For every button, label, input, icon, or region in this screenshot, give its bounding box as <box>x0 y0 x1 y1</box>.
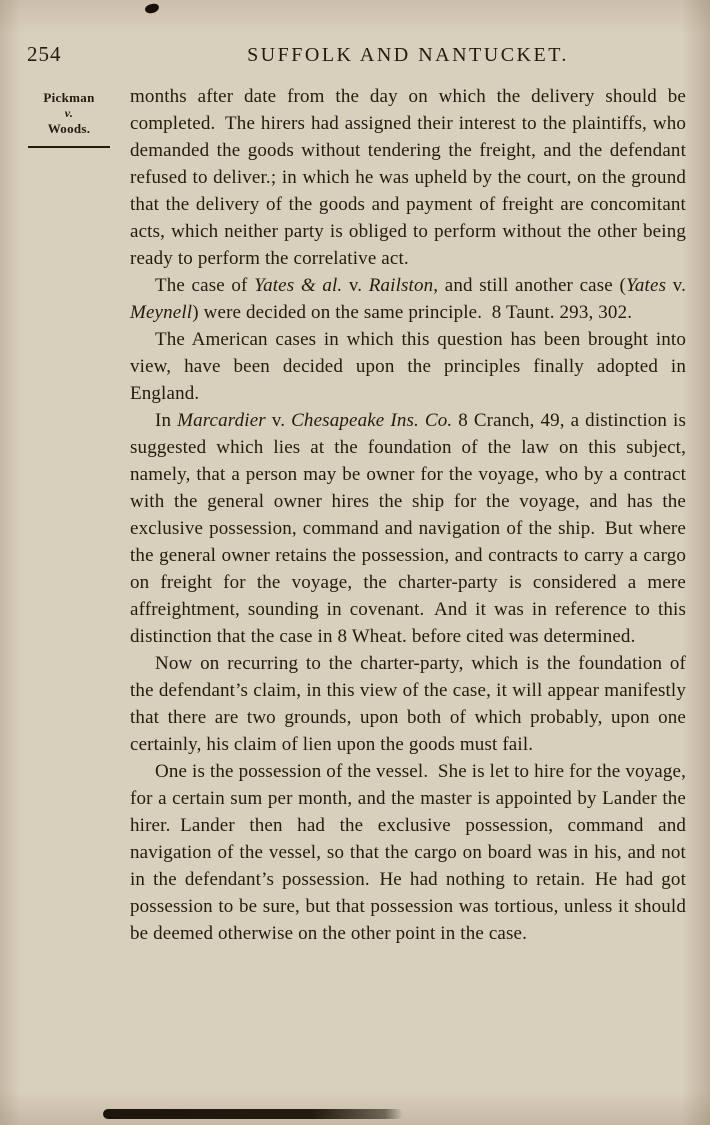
text-run: v. <box>342 275 369 296</box>
page-number: 254 <box>27 42 62 66</box>
scan-artifact-top <box>144 3 159 14</box>
margin-note-versus: v. <box>64 105 74 120</box>
margin-note-rule <box>28 146 110 148</box>
text-run: One is the possession of the vessel. She is let to hire for the voyage, for a certain sum per month, and the master is appointed by Lander the hirer. Lander then had the exclusive possession, command and navigation of the vessel, so that the cargo on board was in his, and not in the defendant’s possession. He had nothing to retain. He had got possession to be sure, but that possession was tortious, unless it should be deemed otherwise on the other point in the case. <box>130 761 686 944</box>
case-name-italic: Railston <box>368 275 434 296</box>
paragraph <box>130 758 686 947</box>
case-name-italic: Chesapeake Ins. Co. <box>291 410 453 431</box>
text-run: Now on recurring to the charter-party, which is the foundation of the defendant’s claim, in this view of the case, it will appear manifestly that there are two grounds, upon both of which probably, upon one certainly, his claim of lien upon the goods must fail. <box>130 653 686 755</box>
case-name-italic: Meynell <box>130 302 193 323</box>
body-text <box>130 83 686 947</box>
case-name-italic: Marcardier <box>177 410 266 431</box>
running-header: SUFFOLK AND NANTUCKET. <box>247 44 569 66</box>
paragraph <box>130 83 686 272</box>
text-run: v. <box>666 275 686 296</box>
text-run: The case of <box>155 275 255 296</box>
case-name-italic: Yates <box>625 275 667 296</box>
text-run: months after date from the day on which the delivery should be completed. The hirers had assigned their interest to the plaintiffs, who demanded the goods without tendering the freight, and the defendant refused to deliver.; in which he was upheld by the court, on the ground that the delivery of the goods and payment of freight are concomitant acts, which neither party is obliged to perform without the other being ready to perform the correlative act. <box>130 86 686 269</box>
text-run: In <box>155 410 178 431</box>
paragraph <box>130 650 686 758</box>
paragraph <box>130 326 686 407</box>
paragraph <box>130 407 686 650</box>
text-run: The American cases in which this question has been brought into view, have been decided upon the principles finally adopted in England. <box>130 329 686 404</box>
paragraph <box>130 272 686 326</box>
margin-note-party-1: Pickman <box>43 90 95 105</box>
margin-note <box>28 90 110 154</box>
scan-artifact-bottom <box>103 1109 403 1119</box>
text-run: v. <box>265 410 292 431</box>
text-run: , and still another case ( <box>433 275 626 296</box>
text-run: 8 Cranch, 49, a distinction is suggested which lies at the foundation of the law on this subject, namely, that a person may be owner for the voyage, who by a contract with the general owner hires the ship for the voyage, and has the exclusive possession, command and navigation of the ship. But where the general owner retains the possession, and contracts to carry a cargo on freight for the voyage, the charter-party is considered a mere affreightment, sounding in covenant. And it was in reference to this distinction that the case in 8 Wheat. before cited was determined. <box>130 410 686 647</box>
text-run: ) were decided on the same principle. 8 Taunt. 293, 302. <box>192 302 633 323</box>
margin-note-party-2: Woods. <box>47 121 91 136</box>
case-name-italic: Yates & al. <box>254 275 343 296</box>
